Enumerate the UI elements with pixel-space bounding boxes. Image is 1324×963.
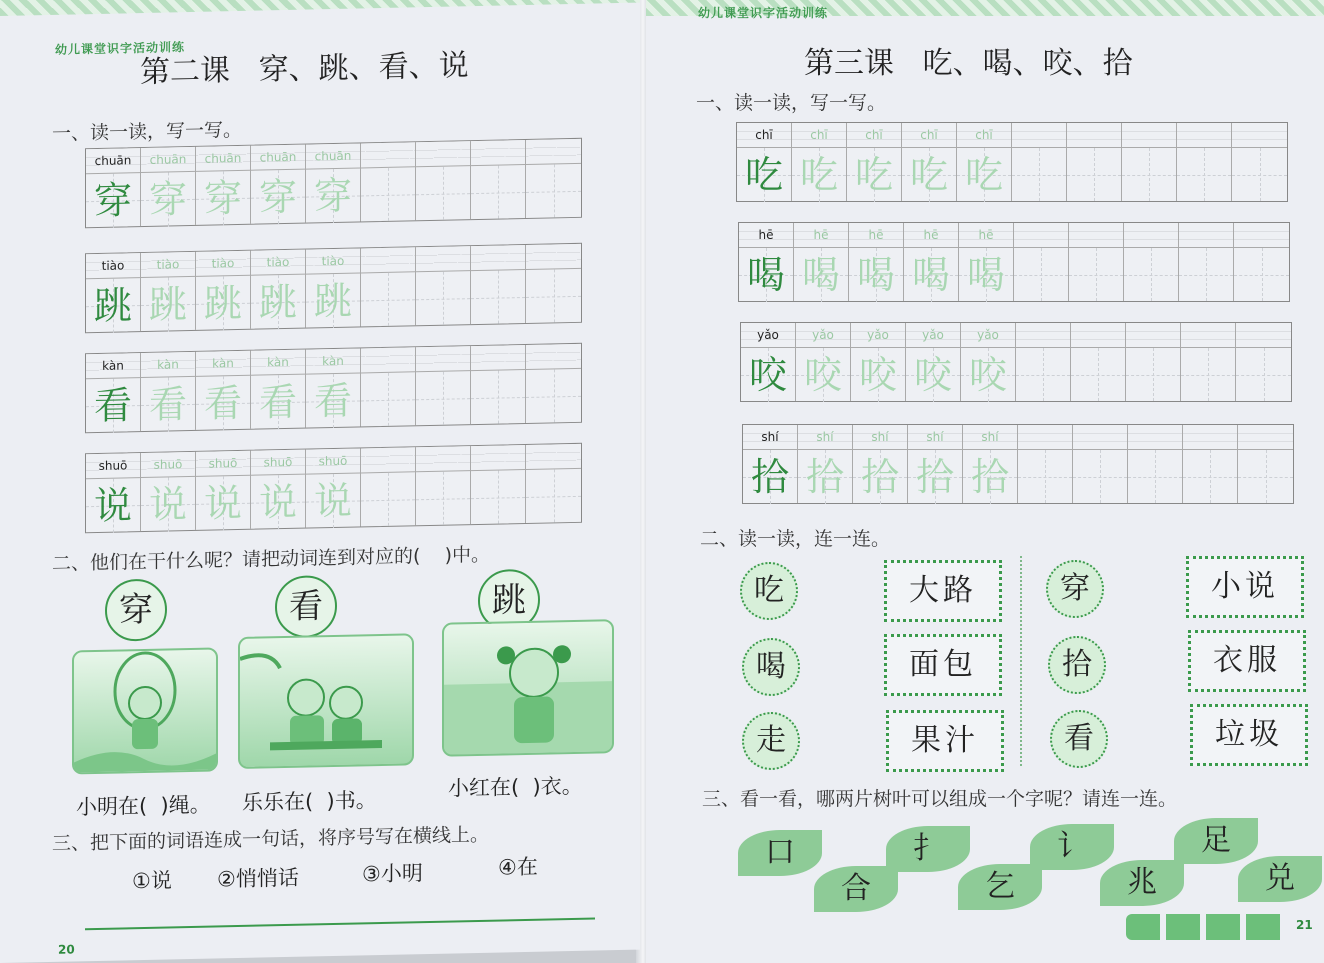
- verb-circle[interactable]: 跳: [478, 569, 540, 632]
- verb-circle[interactable]: 穿: [105, 579, 167, 642]
- writing-grid-row: chī 吃 chī 吃 chī 吃 chī 吃 chī 吃: [736, 122, 1288, 202]
- picture-boy-skipping-rope: [72, 647, 218, 774]
- kids-reading-illustration: [240, 635, 412, 767]
- section-3-heading: 三、看一看，哪两片树叶可以组成一个字呢？请连一连。: [702, 788, 1178, 810]
- left-page: [0, 0, 640, 963]
- right-page: [646, 0, 1324, 963]
- picture-girl-dressing: [442, 619, 614, 757]
- boy-skipping-illustration: [74, 649, 216, 772]
- word-box[interactable]: 衣服: [1188, 630, 1306, 692]
- section-3-heading: 三、把下面的词语连成一句话，将序号写在横线上。: [52, 823, 490, 855]
- caption-xiaohong: 小红在( )衣。: [448, 773, 583, 801]
- section-1-heading: 一、读一读，写一写。: [52, 118, 243, 145]
- page-number: 21: [1296, 918, 1313, 932]
- girl-dressing-illustration: [444, 621, 612, 755]
- divider-dotted: [1020, 556, 1022, 766]
- caption-lele: 乐乐在( )书。: [242, 788, 377, 815]
- writing-grid-row: yǎo 咬 yǎo 咬 yǎo 咬 yǎo 咬 yǎo 咬: [740, 322, 1292, 402]
- leaf-component[interactable]: 乞: [958, 864, 1042, 910]
- word-box[interactable]: 果汁: [886, 710, 1004, 772]
- section-2-heading: 二、读一读，连一连。: [700, 528, 891, 550]
- writing-grid-row: chuān 穿 chuān 穿 chuān 穿 chuān 穿 chuān 穿: [85, 138, 582, 228]
- lesson-title: 第二课 穿、跳、看、说: [140, 48, 469, 91]
- leaf-radical[interactable]: 足: [1174, 818, 1258, 864]
- verb-circle[interactable]: 看: [275, 575, 337, 638]
- word-box[interactable]: 小说: [1186, 556, 1304, 618]
- section-2-heading: 二、他们在干什么呢？请把动词连到对应的( )中。: [52, 543, 490, 575]
- leaf-component[interactable]: 兑: [1238, 856, 1322, 902]
- word-option: ③小明: [362, 861, 423, 887]
- writing-grid-row: kàn 看 kàn 看 kàn 看 kàn 看 kàn 看: [85, 343, 582, 433]
- caption-xiaoming: 小明在( )绳。: [76, 792, 211, 820]
- writing-grid-row: tiào 跳 tiào 跳 tiào 跳 tiào 跳 tiào 跳: [85, 243, 582, 333]
- leaf-radical[interactable]: 讠: [1030, 824, 1114, 870]
- word-box[interactable]: 面包: [884, 634, 1002, 696]
- picture-kids-reading: [238, 633, 414, 769]
- series-title: 幼儿课堂识字活动训练: [55, 40, 186, 57]
- verb-circle[interactable]: 拾: [1048, 636, 1106, 694]
- word-box[interactable]: 垃圾: [1190, 704, 1308, 766]
- verb-circle[interactable]: 走: [742, 712, 800, 770]
- series-title: 幼儿课堂识字活动训练: [698, 6, 829, 20]
- top-band: [0, 0, 640, 16]
- page-number: 20: [58, 942, 75, 957]
- writing-grid-row: hē 喝 hē 喝 hē 喝 hē 喝 hē 喝: [738, 222, 1290, 302]
- verb-circle[interactable]: 喝: [742, 638, 800, 696]
- section-1-heading: 一、读一读，写一写。: [696, 92, 887, 114]
- writing-grid-row: shuō 说 shuō 说 shuō 说 shuō 说 shuō 说: [85, 443, 582, 533]
- lesson-title: 第三课 吃、喝、咬、拾: [804, 46, 1133, 81]
- word-option: ①说: [132, 868, 172, 894]
- answer-line[interactable]: [85, 918, 595, 931]
- word-option: ②悄悄话: [217, 865, 299, 892]
- word-box[interactable]: 大路: [884, 560, 1002, 622]
- word-option: ④在: [498, 854, 538, 880]
- leaf-radical[interactable]: 口: [738, 830, 822, 876]
- writing-grid-row: shí 拾 shí 拾 shí 拾 shí 拾 shí 拾: [742, 424, 1294, 504]
- train-decoration: [1126, 914, 1286, 940]
- verb-circle[interactable]: 看: [1050, 710, 1108, 768]
- leaf-component[interactable]: 合: [814, 866, 898, 912]
- leaf-component[interactable]: 兆: [1100, 860, 1184, 906]
- verb-circle[interactable]: 穿: [1046, 560, 1104, 618]
- leaf-radical[interactable]: 扌: [886, 826, 970, 872]
- verb-circle[interactable]: 吃: [740, 562, 798, 620]
